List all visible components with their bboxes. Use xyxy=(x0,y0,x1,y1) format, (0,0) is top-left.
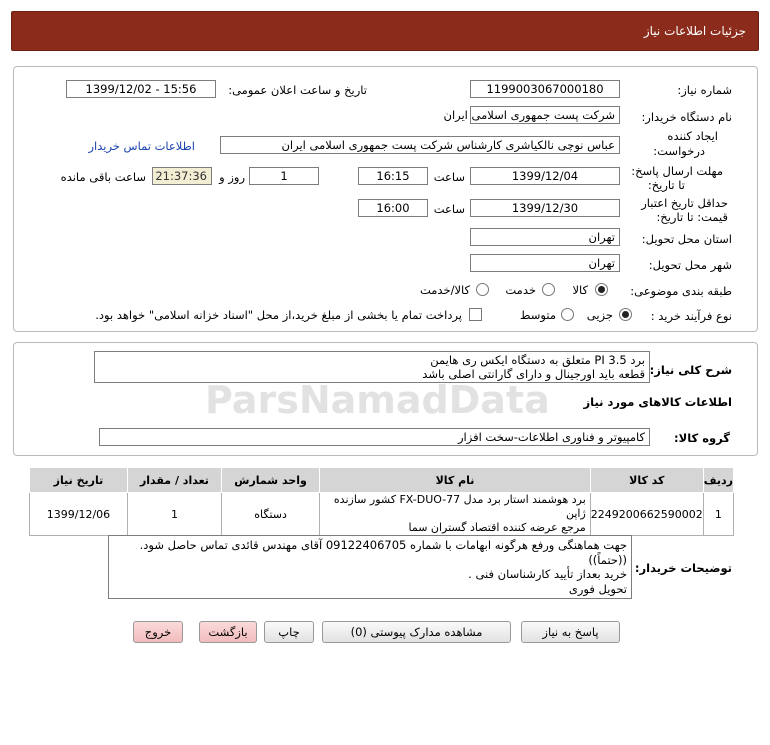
creator-label-2: درخواست: xyxy=(653,144,705,158)
process-radio-minor[interactable] xyxy=(619,308,632,321)
deadline-date-field: 1399/12/04 xyxy=(470,167,620,185)
validity-label-2: قیمت: تا تاریخ: xyxy=(656,210,728,224)
page-header xyxy=(11,11,759,51)
buyer-notes-line-1: جهت هماهنگی ورفع هرگونه ابهامات با شماره 09122406705 آقای مهندس قائدی تماس حاصل شود. xyxy=(139,538,627,552)
col-header-qty: تعداد / مقدار xyxy=(127,468,221,493)
cell-qty: 1 xyxy=(127,493,221,536)
city-label: شهر محل تحویل: xyxy=(648,258,732,272)
province-field: تهران xyxy=(470,228,620,246)
buyer-notes-line-4: تحویل فوری xyxy=(568,581,627,596)
validity-label-1: حداقل تاریخ اعتبار xyxy=(641,196,728,210)
announce-label: تاریخ و ساعت اعلان عمومی: xyxy=(228,83,367,97)
cell-row-number: 1 xyxy=(703,493,733,536)
days-label: روز و xyxy=(219,170,245,184)
deadline-label-1: مهلت ارسال پاسخ: xyxy=(631,164,723,178)
announce-field: 1399/12/02 - 15:56 xyxy=(66,80,216,98)
cell-code: 2249200662590002 xyxy=(590,493,703,536)
buyer-field: شرکت پست جمهوری اسلامی ایران xyxy=(470,106,620,124)
category-option-service: خدمت xyxy=(505,283,536,297)
buyer-notes-line-3: خرید بعداز تأیید کارشناسان فنی . xyxy=(468,567,627,581)
validity-time-field: 16:00 xyxy=(358,199,428,217)
description-box xyxy=(94,351,650,383)
cell-name xyxy=(320,493,591,536)
description-line-2: قطعه باید اورجینال و دارای گارانتی اصلی باشد xyxy=(422,367,645,381)
process-radio-medium[interactable] xyxy=(561,308,574,321)
deadline-label-2: تا تاریخ: xyxy=(647,178,685,192)
deadline-time-field: 16:15 xyxy=(358,167,428,185)
contact-buyer-link[interactable]: اطلاعات تماس خریدار xyxy=(88,139,195,153)
buyer-notes-label: توضیحات خریدار: xyxy=(634,561,732,575)
table-row xyxy=(30,493,734,536)
description-label: شرح کلی نیاز: xyxy=(649,363,732,377)
payment-note: پرداخت تمام یا بخشی از مبلغ خرید،از محل "اسناد خزانه اسلامی" خواهد بود. xyxy=(95,308,462,322)
description-line-1: برد PI 3.5 متعلق به دستگاه ایکس ری هایمن xyxy=(430,353,645,367)
print-button[interactable]: چاپ xyxy=(264,621,314,643)
payment-checkbox[interactable] xyxy=(469,308,482,321)
category-label: طبقه بندی موضوعی: xyxy=(630,284,732,298)
category-option-both: کالا/خدمت xyxy=(419,283,470,297)
buyer-notes-box xyxy=(108,535,632,599)
category-option-goods: کالا xyxy=(572,283,588,297)
buyer-label: نام دستگاه خریدار: xyxy=(641,110,732,124)
page-title: جزئیات اطلاعات نیاز xyxy=(643,24,746,38)
buyer-notes-line-2: ((حتماً)) xyxy=(588,552,627,567)
process-option-minor: جزیی xyxy=(586,308,613,322)
goods-group-field: کامپیوتر و فناوری اطلاعات-سخت افزار xyxy=(99,428,650,446)
category-radio-service[interactable] xyxy=(542,283,555,296)
col-header-row-number: ردیف xyxy=(703,468,733,493)
items-table xyxy=(29,467,734,536)
goods-info-title: اطلاعات کالاهای مورد نیاز xyxy=(583,395,732,409)
creator-field: عباس نوچی نالکیاشری کارشناس شرکت پست جمهوری اسلامی ایران xyxy=(220,136,620,154)
cell-date: 1399/12/06 xyxy=(30,493,128,536)
province-label: استان محل تحویل: xyxy=(641,232,732,246)
watermark: ParsNamadData xyxy=(205,378,550,422)
cell-name-line-2: مرجع عرضه کننده اقتصاد گستران سما xyxy=(408,521,586,534)
col-header-date: تاریخ نیاز xyxy=(30,468,128,493)
process-option-medium: متوسط xyxy=(519,308,556,322)
deadline-time-label: ساعت xyxy=(433,170,465,184)
category-radio-goods[interactable] xyxy=(595,283,608,296)
cell-name-line-1: برد هوشمند استار برد مدل FX-DUO-77 کشور سازنده ژاپن xyxy=(333,493,586,520)
attachments-button[interactable]: مشاهده مدارک پیوستی (0) xyxy=(322,621,511,643)
table-header-row xyxy=(30,468,734,493)
cell-unit: دستگاه xyxy=(221,493,319,536)
remaining-label: ساعت باقی مانده xyxy=(60,170,146,184)
exit-button[interactable]: خروج xyxy=(133,621,183,643)
category-radio-both[interactable] xyxy=(476,283,489,296)
col-header-name: نام کالا xyxy=(320,468,591,493)
validity-date-field: 1399/12/30 xyxy=(470,199,620,217)
need-number-field: 1199003067000180 xyxy=(470,80,620,98)
remaining-time-field: 21:37:36 xyxy=(152,167,212,185)
city-field: تهران xyxy=(470,254,620,272)
days-field: 1 xyxy=(249,167,319,185)
goods-group-label: گروه کالا: xyxy=(674,431,730,445)
creator-label-1: ایجاد کننده xyxy=(667,129,718,143)
back-button[interactable]: بازگشت xyxy=(199,621,257,643)
reply-button[interactable]: پاسخ به نیاز xyxy=(521,621,620,643)
col-header-code: کد کالا xyxy=(590,468,703,493)
validity-time-label: ساعت xyxy=(433,202,465,216)
col-header-unit: واحد شمارش xyxy=(221,468,319,493)
process-label: نوع فرآیند خرید : xyxy=(650,309,732,323)
need-number-label: شماره نیاز: xyxy=(677,83,732,97)
